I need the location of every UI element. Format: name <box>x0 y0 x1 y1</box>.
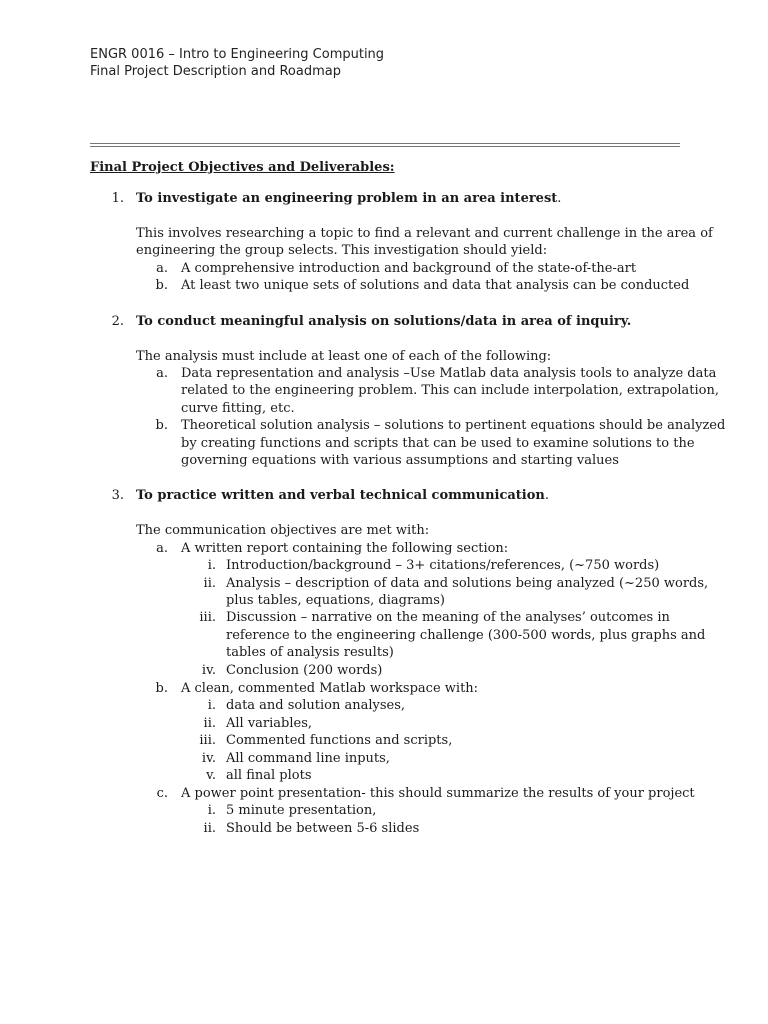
objective-3-intro: The communication objectives are met with: <box>136 523 430 538</box>
sublist-item-text: All variables, <box>226 716 313 731</box>
sublist-item-text: data and solution analyses, <box>226 698 406 713</box>
course-title: ENGR 0016 – Intro to Engineering Computing <box>90 47 385 62</box>
sublist-marker: iii. <box>199 733 216 748</box>
list-item-text: A power point presentation- this should summarize the results of your project <box>181 786 695 801</box>
sublist-marker: iv. <box>201 751 216 766</box>
objective-1-intro-line: This involves researching a topic to find a relevant and current challenge in the area of <box>136 226 713 241</box>
list-item-text: curve fitting, etc. <box>181 401 295 416</box>
objective-1-intro-line: engineering the group selects. This investigation should yield: <box>136 243 548 258</box>
list-item-text: A comprehensive introduction and background of the state-of-the-art <box>181 261 637 276</box>
sublist-item-text: Conclusion (200 words) <box>226 663 383 678</box>
sublist-marker: ii. <box>203 821 216 836</box>
sublist-marker: i. <box>207 803 216 818</box>
sublist-item-text: plus tables, equations, diagrams) <box>226 593 445 608</box>
objective-2-number: 2. <box>111 314 124 329</box>
list-item-text: Theoretical solution analysis – solutions to pertinent equations should be analyzed <box>181 418 726 433</box>
objective-3-title: To practice written and verbal technical communication. <box>136 488 550 503</box>
sublist-item-text: Should be between 5-6 slides <box>226 821 420 836</box>
list-marker: c. <box>156 786 168 801</box>
sublist-item-text: Commented functions and scripts, <box>226 733 453 748</box>
list-item-text: Data representation and analysis –Use Matlab data analysis tools to analyze data <box>181 366 717 381</box>
sublist-item-text: Discussion – narrative on the meaning of the analyses’ outcomes in <box>226 610 670 625</box>
list-marker: a. <box>156 366 168 381</box>
sublist-marker: i. <box>207 558 216 573</box>
sublist-item-text: all final plots <box>226 768 312 783</box>
objective-1-number: 1. <box>111 191 124 206</box>
list-marker: b. <box>155 418 168 433</box>
list-item-text: by creating functions and scripts that can be used to examine solutions to the <box>181 436 695 451</box>
sublist-item-text: Introduction/background – 3+ citations/references, (~750 words) <box>226 558 660 573</box>
sublist-item-text: 5 minute presentation, <box>226 803 377 818</box>
list-item-text: A clean, commented Matlab workspace with: <box>181 681 479 696</box>
sublist-marker: ii. <box>203 716 216 731</box>
sublist-marker: v. <box>206 768 216 783</box>
objective-1-title: To investigate an engineering problem in an area interest. <box>136 191 562 206</box>
list-marker: b. <box>155 681 168 696</box>
sublist-item-text: tables of analysis results) <box>226 645 394 660</box>
sublist-item-text: All command line inputs, <box>226 751 390 766</box>
list-marker: a. <box>156 541 168 556</box>
list-item-text: A written report containing the following section: <box>181 541 509 556</box>
list-item-text: At least two unique sets of solutions and data that analysis can be conducted <box>181 278 690 293</box>
section-heading: Final Project Objectives and Deliverables: <box>90 160 395 175</box>
header-rule-top <box>90 143 680 144</box>
list-item-text: related to the engineering problem. This can include interpolation, extrapolation, <box>181 383 720 398</box>
document-subtitle: Final Project Description and Roadmap <box>90 64 341 79</box>
sublist-item-text: Analysis – description of data and solutions being analyzed (~250 words, <box>226 576 709 591</box>
sublist-marker: iii. <box>199 610 216 625</box>
objective-3-number: 3. <box>111 488 124 503</box>
objective-2-title: To conduct meaningful analysis on solutions/data in area of inquiry. <box>136 314 632 329</box>
sublist-marker: ii. <box>203 576 216 591</box>
list-item-text: governing equations with various assumptions and starting values <box>181 453 619 468</box>
header-rule-bottom <box>90 146 680 147</box>
list-marker: b. <box>155 278 168 293</box>
sublist-marker: iv. <box>201 663 216 678</box>
sublist-marker: i. <box>207 698 216 713</box>
objective-2-intro: The analysis must include at least one of each of the following: <box>136 349 552 364</box>
sublist-item-text: reference to the engineering challenge (300-500 words, plus graphs and <box>226 628 706 643</box>
list-marker: a. <box>156 261 168 276</box>
